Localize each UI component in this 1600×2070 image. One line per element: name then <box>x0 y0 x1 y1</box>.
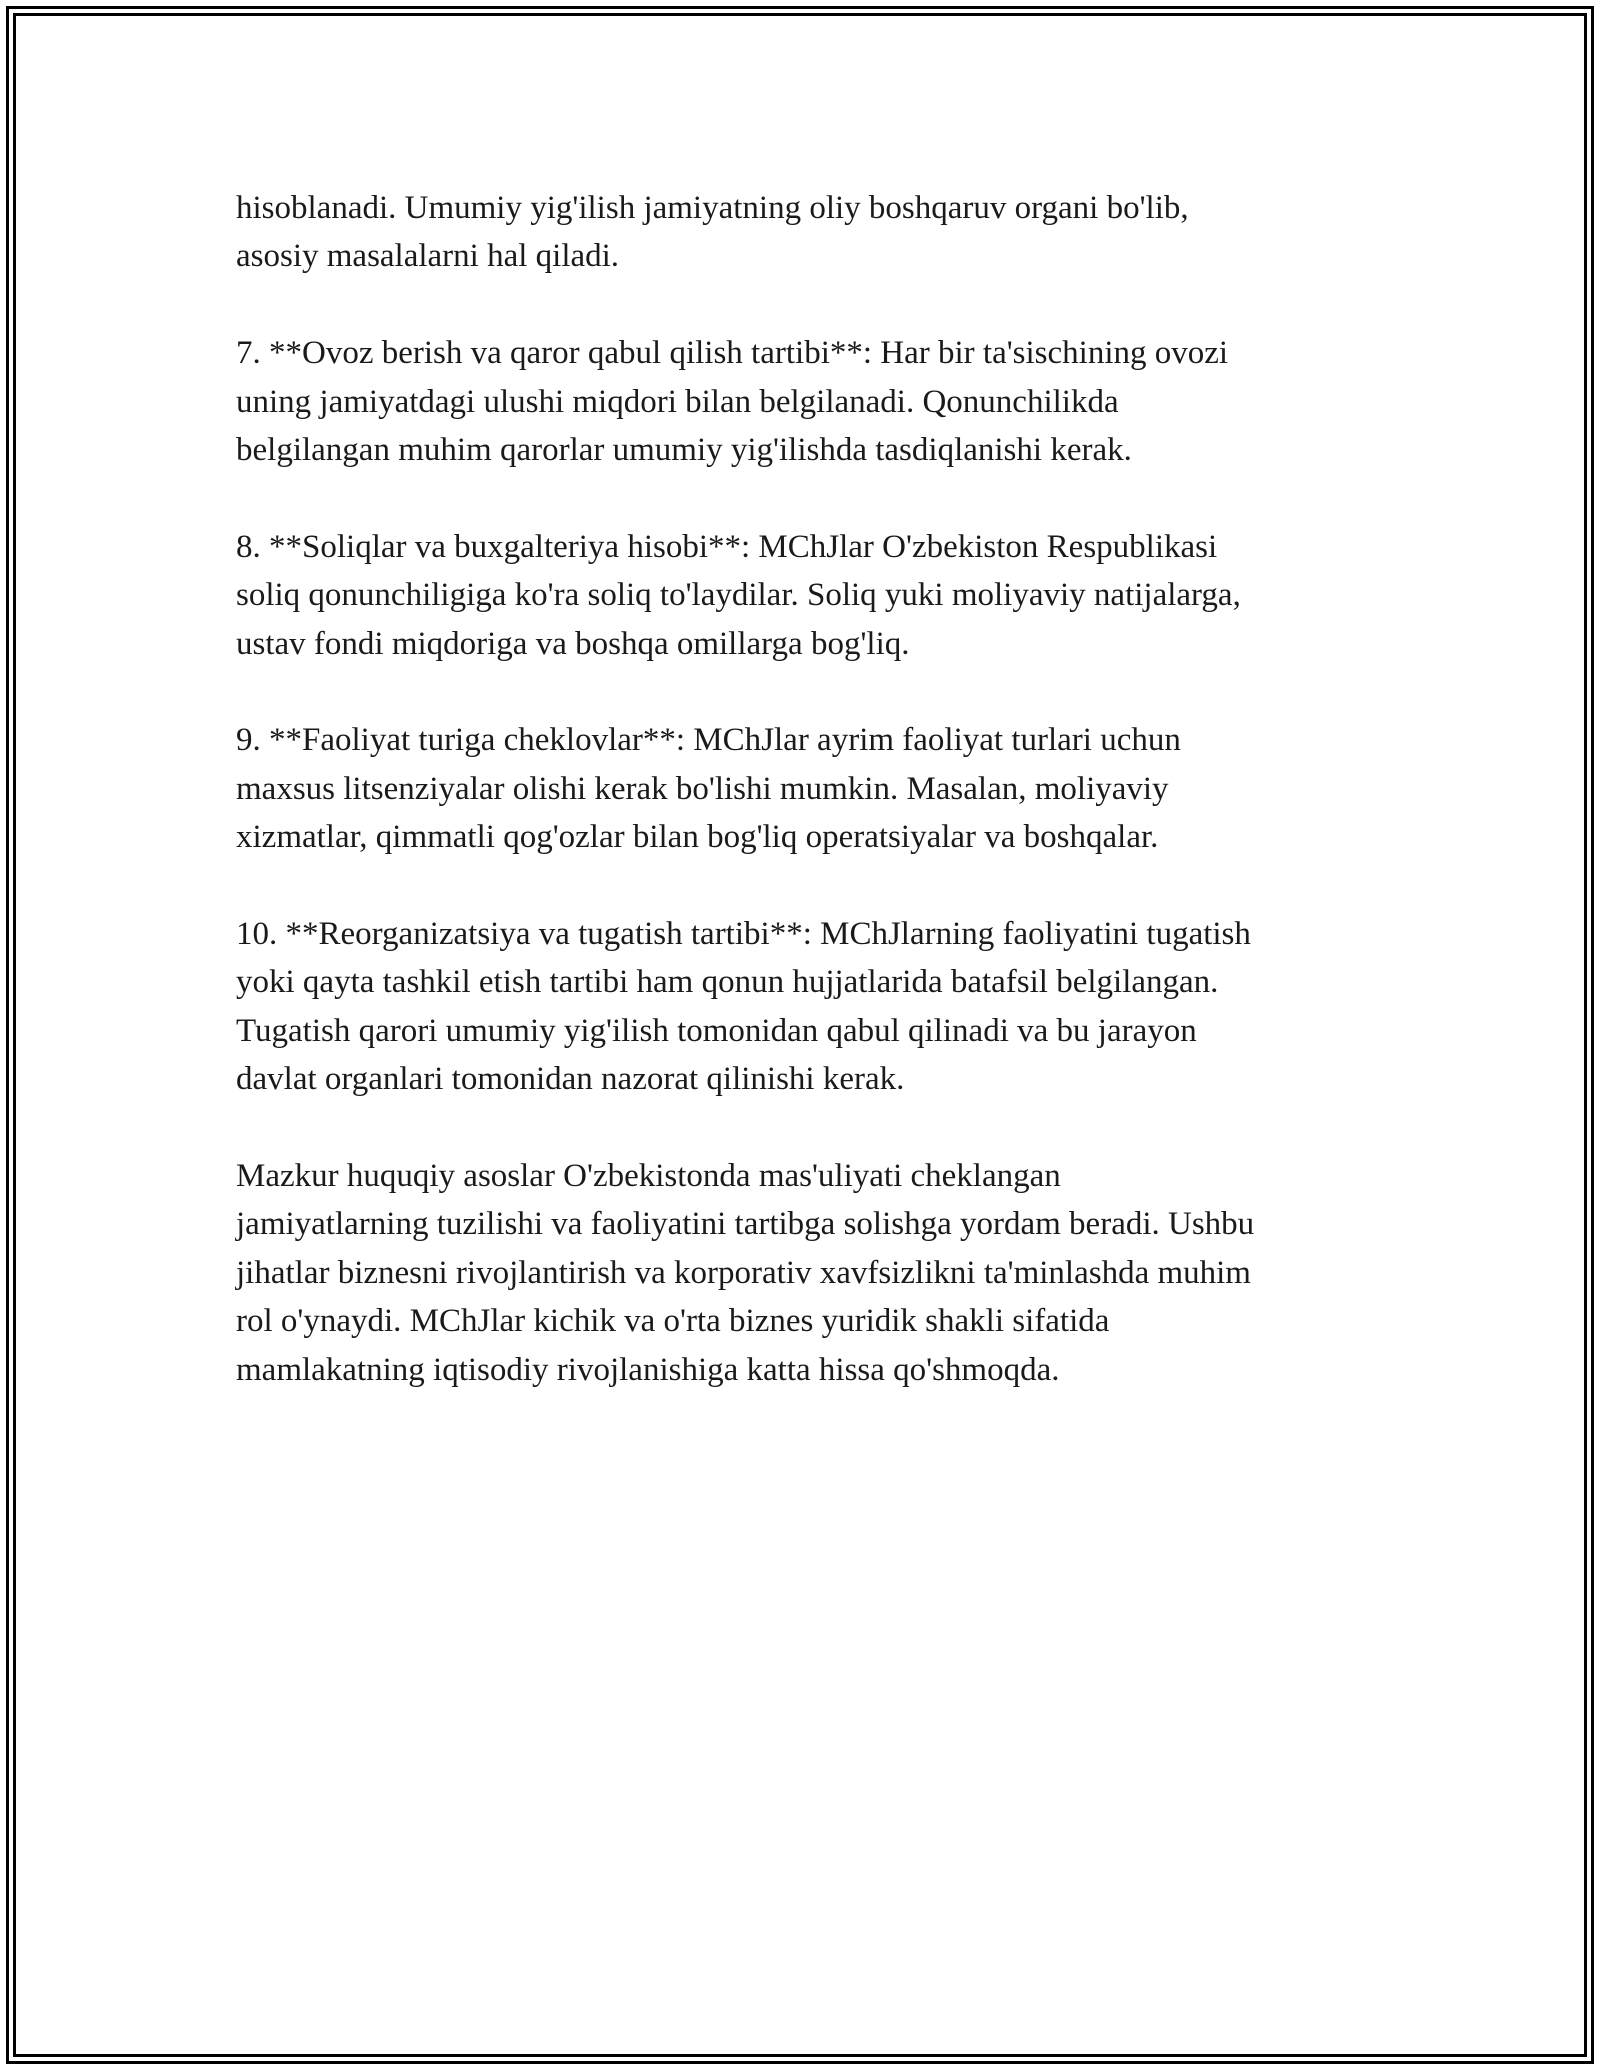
paragraph-item-9: 9. **Faoliyat turiga cheklovlar**: MChJlar ayrim faoliyat turlari uchun maxsus litsenziyalar olishi kerak bo'lishi mumkin. Masalan, moliyaviy xizmatlar, qimmatli qog'ozlar bilan bog'liq operatsiyalar va boshqalar. <box>236 722 1181 856</box>
paragraph-item-7: 7. **Ovoz berish va qaror qabul qilish tartibi**: Har bir ta'sischining ovozi uning jamiyatdagi ulushi miqdori bilan belgilanadi. Qonunchilikda belgilangan muhim qarorlar umumiy yig'ilishda tasdiqlanishi kerak. <box>236 335 1229 469</box>
paragraph-continuation: hisoblanadi. Umumiy yig'ilish jamiyatning oliy boshqaruv organi bo'lib, asosiy masalalarni hal qiladi. <box>236 190 1189 275</box>
paragraph-item-8: 8. **Soliqlar va buxgalteriya hisobi**: MChJlar O'zbekiston Respublikasi soliq qonunchiligiga ko'ra soliq to'laydilar. Soliq yuki moliyaviy natijalarga, ustav fondi miqdoriga va boshqa omillarga bog'liq. <box>236 528 1241 662</box>
document-body <box>236 184 1376 1442</box>
paragraph-conclusion: Mazkur huquqiy asoslar O'zbekistonda mas'uliyati cheklangan jamiyatlarning tuzilishi va faoliyatini tartibga solishga yordam beradi. Ushbu jihatlar biznesni rivojlantirish va korporativ xavfsizlikni ta'minlashda muhim rol o'ynaydi. MChJlar kichik va o'rta biznes yuridik shakli sifatida mamlakatning iqtisodiy rivojlanishiga katta hissa qo'shmoqda. <box>236 1158 1255 1388</box>
paragraph-item-10: 10. **Reorganizatsiya va tugatish tartibi**: MChJlarning faoliyatini tugatish yoki qayta tashkil etish tartibi ham qonun hujjatlarida batafsil belgilangan. Tugatish qarori umumiy yig'ilish tomonidan qabul qilinadi va bu jarayon davlat organlari tomonidan nazorat qilinishi kerak. <box>236 916 1251 1098</box>
